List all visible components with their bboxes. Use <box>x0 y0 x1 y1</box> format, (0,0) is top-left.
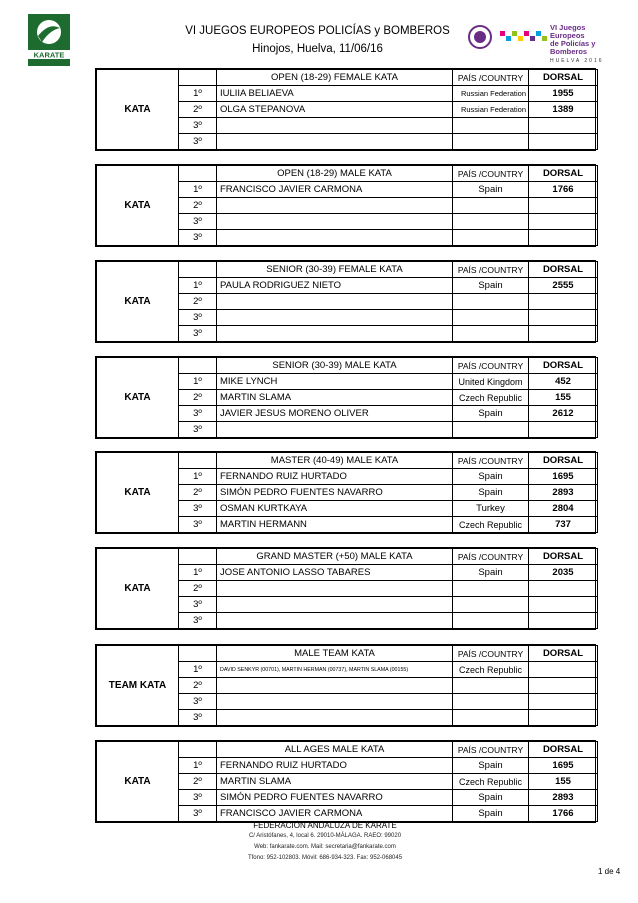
event-title: ALL AGES MALE KATA <box>217 742 453 758</box>
header-blank <box>179 453 217 469</box>
country-cell: Russian Federation <box>453 86 529 102</box>
title-line-2: Hinojos, Huelva, 11/06/16 <box>252 43 383 55</box>
footer-web: Web: fankarate.com. Mail: secretaria@fankarate.com <box>254 844 396 850</box>
athlete-name-cell: FERNANDO RUIZ HURTADO <box>217 469 453 485</box>
games-logo <box>466 22 616 64</box>
position-cell: 2º <box>179 390 217 406</box>
country-cell: Spain <box>453 565 529 581</box>
country-cell: Spain <box>453 406 529 422</box>
country-cell <box>453 198 529 214</box>
country-header: PAÍS /COUNTRY <box>453 358 529 374</box>
event-title: GRAND MASTER (+50) MALE KATA <box>217 549 453 565</box>
position-cell: 2º <box>179 294 217 310</box>
position-cell: 1º <box>179 86 217 102</box>
athlete-name-cell: DAVID SENKYR (00701), MARTIN HERMAN (00737), MARTIN SLAMA (00155) <box>217 662 453 678</box>
position-cell: 3º <box>179 214 217 230</box>
footer-phone: Tfono: 952-102803. Móvil: 686-934-323. Fax: 952-068045 <box>247 855 403 861</box>
position-cell: 1º <box>179 662 217 678</box>
category-label: KATA <box>97 549 179 629</box>
country-cell: Spain <box>453 758 529 774</box>
result-block <box>95 260 596 343</box>
event-title: MALE TEAM KATA <box>217 646 453 662</box>
position-cell: 3º <box>179 501 217 517</box>
position-cell: 2º <box>179 774 217 790</box>
position-cell: 3º <box>179 694 217 710</box>
dorsal-header: DORSAL <box>529 453 598 469</box>
dorsal-cell: 2804 <box>529 501 598 517</box>
dorsal-cell: 2893 <box>529 485 598 501</box>
athlete-name-cell <box>217 694 453 710</box>
position-cell: 3º <box>179 710 217 726</box>
dorsal-cell <box>529 118 598 134</box>
athlete-name-cell: SIMÓN PEDRO FUENTES NAVARRO <box>217 485 453 501</box>
country-cell: Czech Republic <box>453 390 529 406</box>
position-cell: 3º <box>179 134 217 150</box>
dorsal-header: DORSAL <box>529 549 598 565</box>
position-cell: 3º <box>179 118 217 134</box>
position-cell: 3º <box>179 806 217 822</box>
country-header: PAÍS /COUNTRY <box>453 453 529 469</box>
country-cell <box>453 710 529 726</box>
position-cell: 2º <box>179 581 217 597</box>
dorsal-header: DORSAL <box>529 742 598 758</box>
country-cell: Turkey <box>453 501 529 517</box>
country-cell <box>453 134 529 150</box>
header-blank <box>179 70 217 86</box>
page-number: 1 de 4 <box>598 867 621 876</box>
country-cell: Spain <box>453 182 529 198</box>
result-block <box>95 547 596 630</box>
position-cell: 3º <box>179 517 217 533</box>
result-block <box>95 68 596 151</box>
athlete-name-cell: OLGA STEPANOVA <box>217 102 453 118</box>
athlete-name-cell <box>217 422 453 438</box>
position-cell: 1º <box>179 182 217 198</box>
dorsal-cell: 2893 <box>529 790 598 806</box>
dorsal-header: DORSAL <box>529 646 598 662</box>
country-cell: Spain <box>453 806 529 822</box>
athlete-name-cell <box>217 613 453 629</box>
position-cell: 1º <box>179 469 217 485</box>
dorsal-cell <box>529 678 598 694</box>
athlete-name-cell: FERNANDO RUIZ HURTADO <box>217 758 453 774</box>
category-label: KATA <box>97 262 179 342</box>
country-header: PAÍS /COUNTRY <box>453 646 529 662</box>
karate-federation-logo <box>28 14 70 66</box>
result-block <box>95 451 596 534</box>
country-header: PAÍS /COUNTRY <box>453 549 529 565</box>
position-cell: 1º <box>179 278 217 294</box>
country-cell <box>453 422 529 438</box>
result-block <box>95 740 596 823</box>
country-cell <box>453 581 529 597</box>
header-blank <box>179 262 217 278</box>
country-cell: Czech Republic <box>453 517 529 533</box>
athlete-name-cell: FRANCISCO JAVIER CARMONA <box>217 806 453 822</box>
table-header-row <box>97 742 598 758</box>
athlete-name-cell <box>217 678 453 694</box>
athlete-name-cell <box>217 230 453 246</box>
athlete-name-cell <box>217 118 453 134</box>
dorsal-cell <box>529 230 598 246</box>
position-cell: 3º <box>179 230 217 246</box>
country-cell <box>453 214 529 230</box>
dorsal-cell: 452 <box>529 374 598 390</box>
athlete-name-cell: JOSE ANTONIO LASSO TABARES <box>217 565 453 581</box>
footer-address: C/ Aristófanes, 4, local 6. 29010-MÁLAGA. RAEO: 99020 <box>248 833 402 839</box>
dorsal-cell <box>529 710 598 726</box>
country-cell <box>453 294 529 310</box>
position-cell: 3º <box>179 326 217 342</box>
games-logo-graphic <box>466 22 550 52</box>
position-cell: 2º <box>179 678 217 694</box>
table-header-row <box>97 453 598 469</box>
event-title: SENIOR (30-39) FEMALE KATA <box>217 262 453 278</box>
dorsal-cell <box>529 694 598 710</box>
result-table <box>96 261 598 342</box>
athlete-name-cell: OSMAN KURTKAYA <box>217 501 453 517</box>
position-cell: 3º <box>179 406 217 422</box>
position-cell: 1º <box>179 374 217 390</box>
header-blank <box>179 549 217 565</box>
event-title: MASTER (40-49) MALE KATA <box>217 453 453 469</box>
category-label: KATA <box>97 358 179 438</box>
games-logo-text: VI Juegos Europeos de Policías y Bomberos HUELVA 2016 <box>550 23 604 64</box>
page-header <box>0 0 638 66</box>
category-label: KATA <box>97 70 179 150</box>
athlete-name-cell: IULIIA BELIAEVA <box>217 86 453 102</box>
header-blank <box>179 742 217 758</box>
athlete-name-cell: JAVIER JESUS MORENO OLIVER <box>217 406 453 422</box>
country-header: PAÍS /COUNTRY <box>453 70 529 86</box>
header-blank <box>179 166 217 182</box>
dorsal-header: DORSAL <box>529 358 598 374</box>
table-header-row <box>97 166 598 182</box>
dorsal-header: DORSAL <box>529 166 598 182</box>
country-cell: Spain <box>453 469 529 485</box>
dorsal-cell <box>529 294 598 310</box>
table-header-row <box>97 646 598 662</box>
dorsal-cell: 2555 <box>529 278 598 294</box>
athlete-name-cell <box>217 294 453 310</box>
position-cell: 3º <box>179 422 217 438</box>
position-cell: 2º <box>179 485 217 501</box>
footer-federation: FEDERACIÓN ANDALUZA DE KARATE <box>253 821 397 830</box>
country-cell <box>453 310 529 326</box>
dorsal-cell <box>529 134 598 150</box>
athlete-name-cell: MARTIN SLAMA <box>217 774 453 790</box>
country-cell <box>453 230 529 246</box>
dorsal-cell: 1955 <box>529 86 598 102</box>
dorsal-header: DORSAL <box>529 70 598 86</box>
position-cell: 2º <box>179 198 217 214</box>
position-cell: 1º <box>179 565 217 581</box>
athlete-name-cell: PAULA RODRIGUEZ NIETO <box>217 278 453 294</box>
result-table <box>96 357 598 438</box>
country-cell: Spain <box>453 485 529 501</box>
dorsal-cell <box>529 422 598 438</box>
title-line-1: VI JUEGOS EUROPEOS POLICÍAS y BOMBEROS <box>185 25 450 37</box>
country-cell <box>453 326 529 342</box>
dorsal-cell: 2612 <box>529 406 598 422</box>
table-header-row <box>97 549 598 565</box>
dorsal-cell: 2035 <box>529 565 598 581</box>
athlete-name-cell <box>217 326 453 342</box>
country-cell <box>453 597 529 613</box>
position-cell: 3º <box>179 310 217 326</box>
athlete-name-cell: SIMÓN PEDRO FUENTES NAVARRO <box>217 790 453 806</box>
country-header: PAÍS /COUNTRY <box>453 262 529 278</box>
country-cell: Spain <box>453 790 529 806</box>
country-cell <box>453 118 529 134</box>
result-table <box>96 548 598 629</box>
event-title: SENIOR (30-39) MALE KATA <box>217 358 453 374</box>
table-header-row <box>97 262 598 278</box>
result-table <box>96 741 598 822</box>
event-title: OPEN (18-29) FEMALE KATA <box>217 70 453 86</box>
table-header-row <box>97 70 598 86</box>
athlete-name-cell <box>217 310 453 326</box>
athlete-name-cell <box>217 581 453 597</box>
position-cell: 2º <box>179 102 217 118</box>
athlete-name-cell <box>217 597 453 613</box>
dorsal-cell <box>529 198 598 214</box>
result-block <box>95 356 596 439</box>
athlete-name-cell: MIKE LYNCH <box>217 374 453 390</box>
result-table <box>96 165 598 246</box>
athlete-name-cell <box>217 710 453 726</box>
position-cell: 3º <box>179 597 217 613</box>
country-header: PAÍS /COUNTRY <box>453 166 529 182</box>
header-blank <box>179 646 217 662</box>
logo-left-text: KARATE <box>33 50 65 60</box>
country-header: PAÍS /COUNTRY <box>453 742 529 758</box>
dorsal-cell <box>529 581 598 597</box>
dorsal-cell: 737 <box>529 517 598 533</box>
country-cell: Russian Federation <box>453 102 529 118</box>
country-cell <box>453 694 529 710</box>
category-label: KATA <box>97 166 179 246</box>
dorsal-cell <box>529 310 598 326</box>
table-header-row <box>97 358 598 374</box>
dorsal-cell <box>529 597 598 613</box>
country-cell <box>453 613 529 629</box>
country-cell <box>453 678 529 694</box>
dorsal-cell: 155 <box>529 390 598 406</box>
athlete-name-cell: MARTIN HERMANN <box>217 517 453 533</box>
country-cell: Spain <box>453 278 529 294</box>
position-cell: 3º <box>179 613 217 629</box>
position-cell: 1º <box>179 758 217 774</box>
page-footer <box>170 821 480 864</box>
country-cell: United Kingdom <box>453 374 529 390</box>
category-label: KATA <box>97 742 179 822</box>
dorsal-cell: 1695 <box>529 469 598 485</box>
athlete-name-cell <box>217 214 453 230</box>
result-block <box>95 164 596 247</box>
header-blank <box>179 358 217 374</box>
athlete-name-cell: MARTIN SLAMA <box>217 390 453 406</box>
result-table <box>96 69 598 150</box>
dorsal-cell: 1766 <box>529 182 598 198</box>
athlete-name-cell: FRANCISCO JAVIER CARMONA <box>217 182 453 198</box>
dorsal-cell <box>529 214 598 230</box>
dorsal-cell: 1389 <box>529 102 598 118</box>
result-table <box>96 452 598 533</box>
category-label: TEAM KATA <box>97 646 179 726</box>
dorsal-cell: 155 <box>529 774 598 790</box>
dorsal-cell: 1766 <box>529 806 598 822</box>
dorsal-cell: 1695 <box>529 758 598 774</box>
document-title <box>150 24 485 57</box>
dorsal-header: DORSAL <box>529 262 598 278</box>
dorsal-cell <box>529 326 598 342</box>
athlete-name-cell <box>217 134 453 150</box>
position-cell: 3º <box>179 790 217 806</box>
dorsal-cell <box>529 613 598 629</box>
dorsal-cell <box>529 662 598 678</box>
result-table <box>96 645 598 726</box>
event-title: OPEN (18-29) MALE KATA <box>217 166 453 182</box>
category-label: KATA <box>97 453 179 533</box>
country-cell: Czech Republic <box>453 662 529 678</box>
country-cell: Czech Republic <box>453 774 529 790</box>
athlete-name-cell <box>217 198 453 214</box>
result-block <box>95 644 596 727</box>
